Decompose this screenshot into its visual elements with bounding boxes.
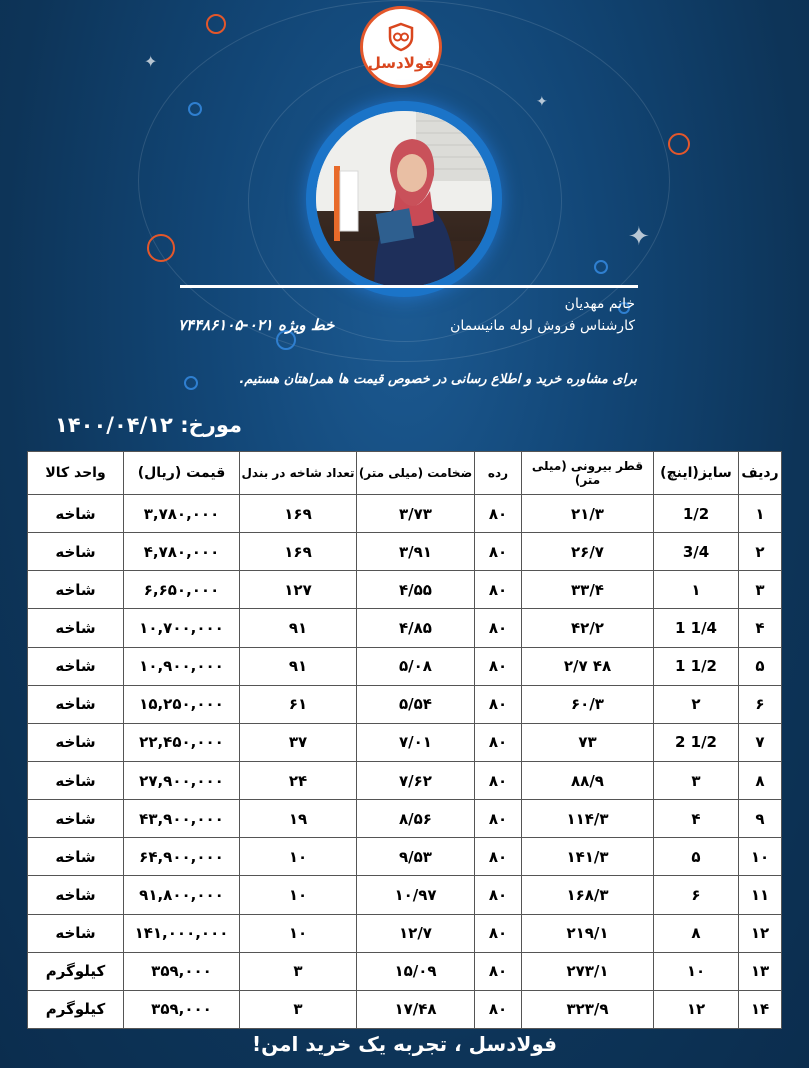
cell-unit: شاخه xyxy=(28,761,124,799)
sparkle-icon: ✦ xyxy=(628,222,650,252)
cell-price: ۳۵۹,۰۰۰ xyxy=(124,952,240,990)
cell-row-number: ۷ xyxy=(739,723,782,761)
cell-outer-diameter: ۲۶/۷ xyxy=(522,533,654,571)
cell-thickness: ۵/۰۸ xyxy=(357,647,475,685)
cell-row-number: ۱ xyxy=(739,495,782,533)
cell-size: ۸ xyxy=(654,914,739,952)
cell-schedule: ۸۰ xyxy=(475,685,522,723)
divider-line xyxy=(180,285,638,288)
decor-circle xyxy=(594,260,608,274)
cell-unit: شاخه xyxy=(28,876,124,914)
decor-circle xyxy=(188,102,202,116)
logo-text: فولادسل xyxy=(367,54,435,72)
table-row xyxy=(28,685,782,723)
cell-outer-diameter: ۲۱/۳ xyxy=(522,495,654,533)
cell-thickness: ۱۵/۰۹ xyxy=(357,952,475,990)
cell-size: ۳ xyxy=(654,761,739,799)
table-row xyxy=(28,914,782,952)
consultant-photo xyxy=(316,111,492,287)
advice-text: برای مشاوره خرید و اطلاع رسانی در خصوص قیمت ها همراهتان هستیم. xyxy=(239,372,637,387)
cell-outer-diameter: ۸۸/۹ xyxy=(522,761,654,799)
cell-unit: شاخه xyxy=(28,838,124,876)
cell-size: ۲ xyxy=(654,685,739,723)
cell-schedule: ۸۰ xyxy=(475,952,522,990)
cell-schedule: ۸۰ xyxy=(475,495,522,533)
decor-circle xyxy=(147,234,175,262)
cell-unit: کیلوگرم xyxy=(28,990,124,1028)
cell-price: ۳۵۹,۰۰۰ xyxy=(124,990,240,1028)
cell-bundle-count: ۱۰ xyxy=(240,838,357,876)
header-schedule: رده xyxy=(475,452,522,495)
cell-size: ۱۰ xyxy=(654,952,739,990)
cell-bundle-count: ۱۹ xyxy=(240,800,357,838)
table-row xyxy=(28,533,782,571)
cell-bundle-count: ۱۰ xyxy=(240,876,357,914)
header-thickness: ضخامت (میلی متر) xyxy=(357,452,475,495)
cell-row-number: ۹ xyxy=(739,800,782,838)
cell-unit: شاخه xyxy=(28,685,124,723)
cell-size: ۴ xyxy=(654,800,739,838)
cell-price: ۶,۶۵۰,۰۰۰ xyxy=(124,571,240,609)
table-row xyxy=(28,495,782,533)
cell-outer-diameter: ۱۶۸/۳ xyxy=(522,876,654,914)
cell-size: 2 1/2 xyxy=(654,723,739,761)
cell-outer-diameter: ۴۲/۲ xyxy=(522,609,654,647)
cell-price: ۴۳,۹۰۰,۰۰۰ xyxy=(124,800,240,838)
cell-size: 1 1/2 xyxy=(654,647,739,685)
cell-thickness: ۴/۸۵ xyxy=(357,609,475,647)
table-row xyxy=(28,647,782,685)
cell-price: ۲۲,۴۵۰,۰۰۰ xyxy=(124,723,240,761)
cell-price: ۱۰,۷۰۰,۰۰۰ xyxy=(124,609,240,647)
header-bundle-count: تعداد شاخه در بندل xyxy=(240,452,357,495)
cell-schedule: ۸۰ xyxy=(475,609,522,647)
cell-unit: شاخه xyxy=(28,495,124,533)
sparkle-icon: ✦ xyxy=(536,94,548,110)
cell-outer-diameter: ۲۱۹/۱ xyxy=(522,914,654,952)
cell-unit: شاخه xyxy=(28,914,124,952)
cell-thickness: ۱۲/۷ xyxy=(357,914,475,952)
cell-bundle-count: ۱۶۹ xyxy=(240,495,357,533)
cell-thickness: ۵/۵۴ xyxy=(357,685,475,723)
table-row xyxy=(28,723,782,761)
consultant-name: خانم مهدیان xyxy=(564,296,635,312)
cell-size: 1/2 xyxy=(654,495,739,533)
header-price: قیمت (ریال) xyxy=(124,452,240,495)
cell-size: 3/4 xyxy=(654,533,739,571)
cell-price: ۱۰,۹۰۰,۰۰۰ xyxy=(124,647,240,685)
cell-row-number: ۱۱ xyxy=(739,876,782,914)
cell-row-number: ۱۴ xyxy=(739,990,782,1028)
cell-schedule: ۸۰ xyxy=(475,800,522,838)
cell-row-number: ۴ xyxy=(739,609,782,647)
cell-row-number: ۵ xyxy=(739,647,782,685)
cell-unit: شاخه xyxy=(28,800,124,838)
cell-schedule: ۸۰ xyxy=(475,647,522,685)
cell-size: ۵ xyxy=(654,838,739,876)
cell-bundle-count: ۳۷ xyxy=(240,723,357,761)
cell-schedule: ۸۰ xyxy=(475,876,522,914)
cell-thickness: ۳/۹۱ xyxy=(357,533,475,571)
cell-outer-diameter: ۴۸ ۲/۷ xyxy=(522,647,654,685)
cell-thickness: ۱۷/۴۸ xyxy=(357,990,475,1028)
cell-row-number: ۸ xyxy=(739,761,782,799)
cell-thickness: ۸/۵۶ xyxy=(357,800,475,838)
cell-thickness: ۹/۵۳ xyxy=(357,838,475,876)
header-size: سایز(اینچ) xyxy=(654,452,739,495)
price-date: مورخ: ۱۴۰۰/۰۴/۱۲ xyxy=(55,413,242,437)
cell-thickness: ۳/۷۳ xyxy=(357,495,475,533)
cell-unit: کیلوگرم xyxy=(28,952,124,990)
cell-price: ۱۴۱,۰۰۰,۰۰۰ xyxy=(124,914,240,952)
cell-row-number: ۱۳ xyxy=(739,952,782,990)
cell-thickness: ۷/۶۲ xyxy=(357,761,475,799)
cell-outer-diameter: ۷۳ xyxy=(522,723,654,761)
table-row xyxy=(28,800,782,838)
cell-row-number: ۶ xyxy=(739,685,782,723)
cell-unit: شاخه xyxy=(28,609,124,647)
cell-bundle-count: ۱۰ xyxy=(240,914,357,952)
cell-price: ۶۴,۹۰۰,۰۰۰ xyxy=(124,838,240,876)
cell-unit: شاخه xyxy=(28,533,124,571)
table-row xyxy=(28,876,782,914)
cell-thickness: ۴/۵۵ xyxy=(357,571,475,609)
table-row xyxy=(28,761,782,799)
cell-unit: شاخه xyxy=(28,723,124,761)
cell-bundle-count: ۱۲۷ xyxy=(240,571,357,609)
cell-schedule: ۸۰ xyxy=(475,914,522,952)
consultant-illustration xyxy=(316,111,492,287)
header-outer-diameter: قطر بیرونی (میلی متر) xyxy=(522,452,654,495)
cell-bundle-count: ۹۱ xyxy=(240,647,357,685)
decor-circle xyxy=(668,133,690,155)
cell-size: 1 1/4 xyxy=(654,609,739,647)
cell-outer-diameter: ۳۲۳/۹ xyxy=(522,990,654,1028)
cell-unit: شاخه xyxy=(28,571,124,609)
cell-unit: شاخه xyxy=(28,647,124,685)
consultant-title: کارشناس فروش لوله مانیسمان xyxy=(450,318,635,334)
cell-price: ۹۱,۸۰۰,۰۰۰ xyxy=(124,876,240,914)
cell-outer-diameter: ۱۱۴/۳ xyxy=(522,800,654,838)
cell-row-number: ۱۰ xyxy=(739,838,782,876)
cell-price: ۱۵,۲۵۰,۰۰۰ xyxy=(124,685,240,723)
cell-outer-diameter: ۳۳/۴ xyxy=(522,571,654,609)
cell-size: ۱ xyxy=(654,571,739,609)
cell-bundle-count: ۲۴ xyxy=(240,761,357,799)
hotline-phone[interactable]: خط ویژه ۰۲۱-۷۴۴۸۶۱۰۵ xyxy=(178,316,335,334)
cell-schedule: ۸۰ xyxy=(475,838,522,876)
cell-price: ۴,۷۸۰,۰۰۰ xyxy=(124,533,240,571)
cell-thickness: ۷/۰۱ xyxy=(357,723,475,761)
decor-circle xyxy=(184,376,198,390)
cell-size: ۱۲ xyxy=(654,990,739,1028)
cell-bundle-count: ۱۶۹ xyxy=(240,533,357,571)
cell-outer-diameter: ۱۴۱/۳ xyxy=(522,838,654,876)
footer-slogan: فولادسل ، تجربه یک خرید امن! xyxy=(252,1032,557,1056)
cell-bundle-count: ۳ xyxy=(240,952,357,990)
table-row xyxy=(28,609,782,647)
cell-outer-diameter: ۶۰/۳ xyxy=(522,685,654,723)
decor-circle xyxy=(206,14,226,34)
cell-thickness: ۱۰/۹۷ xyxy=(357,876,475,914)
shield-logo-icon xyxy=(386,22,416,52)
table-row xyxy=(28,952,782,990)
cell-schedule: ۸۰ xyxy=(475,571,522,609)
cell-schedule: ۸۰ xyxy=(475,723,522,761)
header-row-number: ردیف xyxy=(739,452,782,495)
cell-schedule: ۸۰ xyxy=(475,533,522,571)
sparkle-icon: ✦ xyxy=(144,52,158,71)
cell-size: ۶ xyxy=(654,876,739,914)
cell-bundle-count: ۳ xyxy=(240,990,357,1028)
table-header-row xyxy=(28,452,782,495)
table-row xyxy=(28,838,782,876)
price-table xyxy=(27,451,782,1029)
cell-bundle-count: ۶۱ xyxy=(240,685,357,723)
table-row xyxy=(28,571,782,609)
cell-price: ۲۷,۹۰۰,۰۰۰ xyxy=(124,761,240,799)
cell-price: ۳,۷۸۰,۰۰۰ xyxy=(124,495,240,533)
cell-row-number: ۳ xyxy=(739,571,782,609)
brand-logo xyxy=(360,6,442,88)
table-row xyxy=(28,990,782,1028)
cell-bundle-count: ۹۱ xyxy=(240,609,357,647)
cell-outer-diameter: ۲۷۳/۱ xyxy=(522,952,654,990)
cell-row-number: ۲ xyxy=(739,533,782,571)
cell-row-number: ۱۲ xyxy=(739,914,782,952)
cell-schedule: ۸۰ xyxy=(475,761,522,799)
cell-schedule: ۸۰ xyxy=(475,990,522,1028)
header-unit: واحد کالا xyxy=(28,452,124,495)
